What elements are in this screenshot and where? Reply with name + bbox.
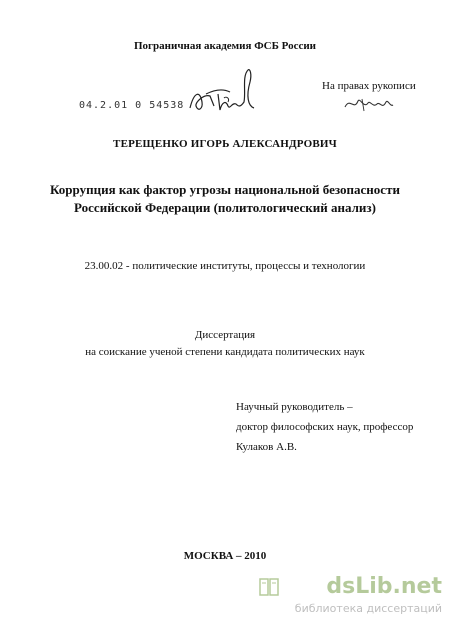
supervisor-degree: доктор философских наук, профессор (236, 421, 414, 433)
dissertation-label: Диссертация (194, 329, 256, 341)
watermark-logo: dsLib.net (326, 574, 442, 599)
dissertation-degree: на соискание ученой степени кандидата политических наук (85, 346, 365, 358)
specialty-code: 23.00.02 - политические институты, процессы и технологии (84, 260, 366, 272)
thesis-title-line-2: Российской Федерации (политологический анализ) (74, 200, 376, 215)
supervisor-block (236, 397, 413, 457)
academy-name: Пограничная академия ФСБ России (133, 40, 317, 52)
supervisor-name: Кулаков А.В. (236, 441, 297, 453)
author-name: ТЕРЕЩЕНКО ИГОРЬ АЛЕКСАНДРОВИЧ (113, 138, 337, 150)
rights-notice: На правах рукописи (322, 80, 416, 92)
book-icon (258, 576, 280, 598)
archive-number: 04.2.01 0 54538 (79, 100, 185, 111)
watermark-tagline: библиотека диссертаций (294, 602, 442, 615)
handwritten-note (342, 93, 396, 115)
supervisor-role: Научный руководитель – (236, 401, 353, 413)
city-year: МОСКВА – 2010 (183, 550, 267, 562)
watermark (254, 574, 444, 620)
thesis-title-line-1: Коррупция как фактор угрозы национальной безопасности (50, 182, 400, 197)
signature (184, 62, 264, 122)
